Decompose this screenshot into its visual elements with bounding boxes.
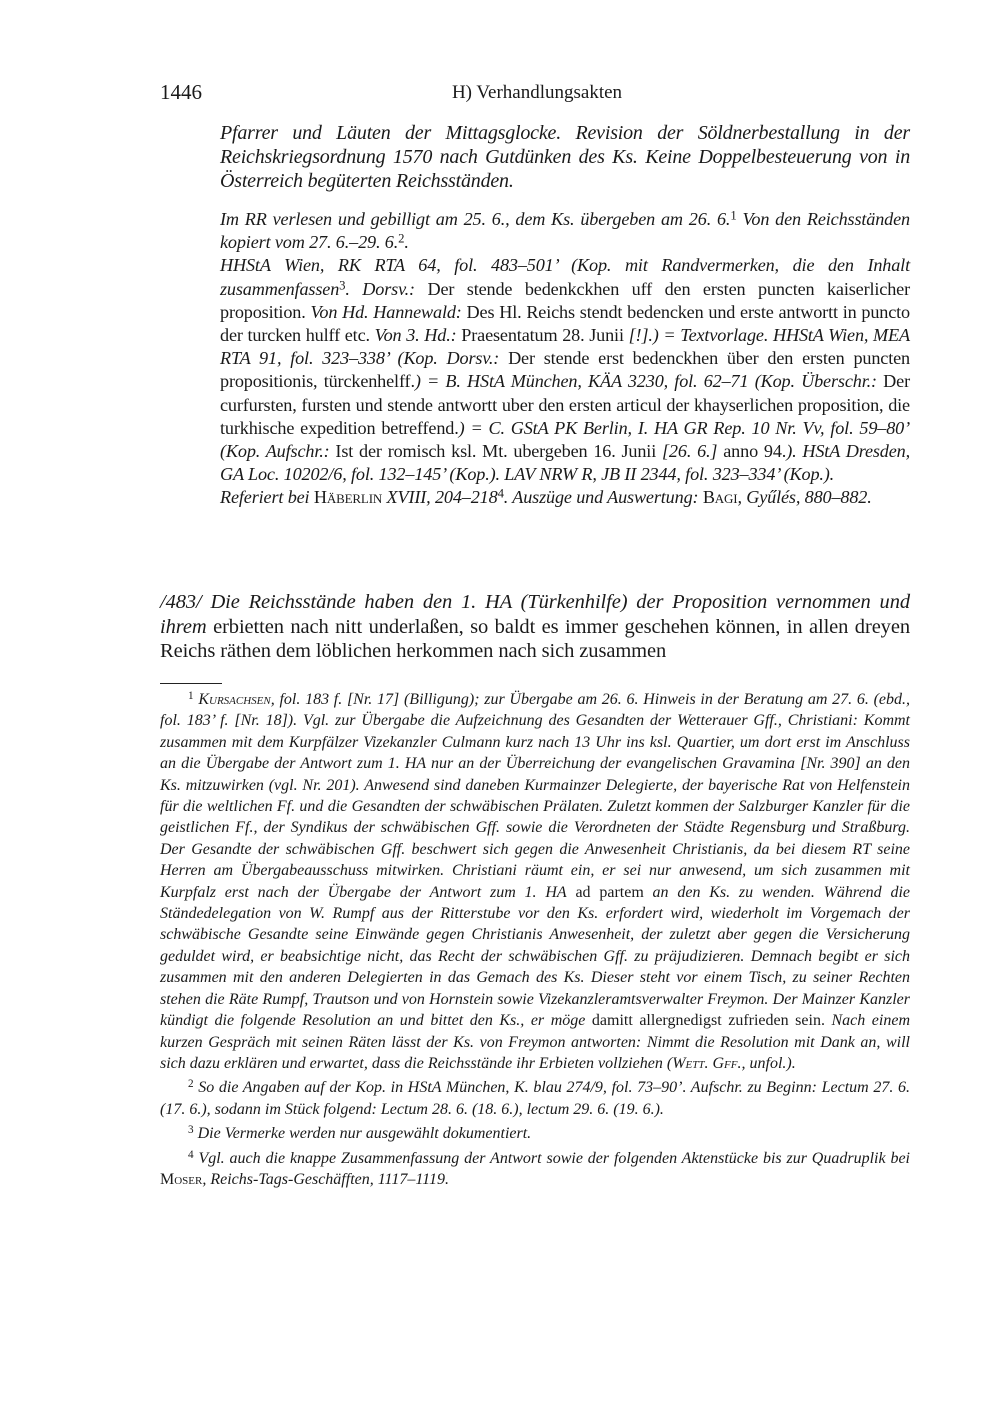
footnote-3 [160, 1123, 910, 1144]
text-run: Des Hl. Reichs stendt bedencken und erste antwortt in puncto der turcken hulff etc. [220, 301, 911, 346]
text-run: /483/ Die Reichsstände haben den 1. HA (Türkenhilfe) der Proposition vernommen und ihrem [160, 591, 910, 638]
source-note-archives [220, 254, 910, 486]
text-run: , unfol.). [741, 1054, 796, 1072]
footnote-2 [160, 1077, 910, 1120]
text-run: erbietten nach nitt underlaßen, so baldt es immer geschehen können, in allen dreyen Reichs räthen dem löblichen herkommen nach sich zusammen [160, 615, 910, 662]
text-run: Moser [160, 1170, 203, 1188]
text-run: So die Angaben auf der Kop. in HStA München, K. blau 274/9, fol. 73–90’. Aufschr. zu Beginn: Lectum 27. 6. (17. 6.), sodann im Stück folgend: Lectum 28. 6. (18. 6.), lectum 29. 6. (19. 6.). [160, 1079, 910, 1118]
text-run: Bagi [702, 487, 738, 508]
text-run: Kursachsen [198, 691, 271, 708]
text-run: [!].) = Textvorlage. HHStA Wien, MEA RTA 91, fol. 323–338’ (Kop. Dorsv.: [220, 325, 910, 369]
source-note-literature [220, 486, 910, 509]
text-run: Häberlin [313, 487, 383, 508]
text-run: , Gyűlés, 880–882. [737, 487, 872, 508]
main-text [160, 590, 910, 664]
footnote-reference: 4 [497, 486, 504, 501]
text-run: [26. 6.] [662, 441, 718, 462]
text-run: Von 3. Hd.: [374, 325, 457, 346]
text-run: Pfarrer und Läuten der Mittagsglocke. Revision der Söldnerbestallung in der Reichskriegsordnung 1570 nach Gutdünken des Ks. Keine Doppelbesteuerung von in Österreich begüterten Reichsständen. [220, 122, 910, 192]
source-notes [220, 208, 910, 510]
footnote-divider [160, 683, 222, 684]
footnotes [160, 689, 910, 1193]
text-run: damitt allergnedigst zufrieden sein. [585, 1012, 825, 1030]
text-run: Von den Reichsständen kopiert vom 27. 6.–29. 6. [220, 209, 910, 253]
footnote-reference: 2 [398, 231, 405, 246]
text-run: Praesentatum 28. Junii [456, 325, 629, 346]
text-run: Der stende bedenkckhen uff den ersten puncten kaiserlicher proposition. [220, 278, 911, 322]
document-summary [220, 121, 910, 193]
text-run: Die Vermerke werden nur ausgewählt dokumentiert. [193, 1125, 532, 1143]
text-run: ) = C. GStA PK Berlin, I. HA GR Rep. 10 Nr. Vv, fol. 59–80’ (Kop. Aufschr.: [220, 417, 910, 462]
text-run: ) = B. HStA München, KÄA 3230, fol. 62–71 (Kop. Überschr.: [414, 371, 877, 392]
text-run: Von Hd. Hannewald: [310, 301, 462, 322]
footnote-reference: 1 [730, 208, 737, 223]
footnote-4 [160, 1148, 910, 1191]
text-run: . Dorsv.: [345, 278, 415, 299]
text-run: Ist der romisch ksl. Mt. ubergeben 16. Junii [329, 441, 662, 462]
footnote-reference: 3 [188, 1124, 194, 1137]
text-run: Nach einem kurzen Gespräch mit seinen Räten lässt der Ks. von Freymon antworten: Nimmt die Resolution mit Dank an, will sich dazu erklären und erwartet, dass die Reichsstände ihr Erbieten vollziehen ( [160, 1012, 910, 1072]
text-run: HHStA Wien, RK RTA 64, fol. 483–501’ (Kop. mit Randvermerken, die den Inhalt zusammenfassen [220, 255, 910, 299]
page-number: 1446 [160, 80, 202, 104]
text-run: Der stende erst bedenckhen über den ersten puncten propositionis, türckenhelff. [220, 348, 910, 392]
text-run: Der curfursten, fursten und stende antwortt uber den ersten articul der khayserlichen proposition, die turkhische expedition betreffend. [220, 371, 910, 438]
text-run: Wett. Gff. [672, 1054, 742, 1072]
text-run: XVIII, 204–218 [382, 487, 498, 508]
footnote-reference: 4 [188, 1148, 194, 1161]
running-head: H) Verhandlungsakten [451, 82, 623, 103]
footnote-reference: 2 [188, 1078, 194, 1091]
footnote-reference: 1 [188, 689, 194, 702]
text-run: ad partem [566, 883, 644, 901]
footnote-1 [160, 689, 910, 1074]
text-run: Referiert bei [220, 487, 314, 508]
text-run: . [404, 232, 409, 253]
source-note-dating [220, 208, 910, 254]
footnote-reference: 3 [339, 277, 346, 292]
text-run: , fol. 183 f. [Nr. 17] (Billigung); zur Übergabe am 26. 6. Hinweis in der Beratung am 27. 6. (ebd., fol. 183’ f. [Nr. 18]). Vgl. zur Übergabe die Aufzeichnung des Gesandten der Wetterauer Gff., Christiani: Kommt zusammen mit dem Kurpfälzer Vizekanzler Culmann kurz nach 13 Uhr ins ksl. Quartier, um dort erst im Anschluss an die Übergabe der Antwort zum 1. HA nur an der Überreichung der evangelischen Gravamina [Nr. 390] an den Ks. mitzuwirken (vgl. Nr. 201). Anwesend sind daneben Kurmainzer Delegierte, der bayerische Rat von Helfenstein für die weltlichen Ff. und die Gesandten der schwäbischen Prälaten. Zuletzt kommen der Salzburger Kanzler für die geistlichen Ff., der Syndikus der schwäbischen Gff. sowie die Verordneten der Städte Regensburg und Straßburg. Der Gesandte der schwäbischen Gff. beschwert sich gegen die Anwesenheit Christianis, da bei diesem RT seine Herren am Übergabeausschuss mitwirken. Christiani räumt ein, er sei nur anwesend, um sich zusammen mit Kurpfalz erst nach der Übergabe der Antwort zum 1. HA [160, 691, 911, 901]
text-run: , Reichs-Tags-Geschäfften, 1117–1119. [202, 1170, 449, 1188]
text-run: anno 94. [717, 441, 787, 462]
text-run: Im RR verlesen und gebilligt am 25. 6., dem Ks. übergeben am 26. 6. [220, 209, 731, 229]
text-run: . Auszüge und Auswertung: [503, 487, 703, 508]
text-run: Vgl. auch die knappe Zusammenfassung der Antwort sowie der folgenden Aktenstücke bis zur Quadruplik bei [193, 1149, 910, 1167]
text-run: ). HStA Dresden, GA Loc. 10202/6, fol. 132–145’ (Kop.). LAV NRW R, JB II 2344, fol. 323–334’ (Kop.). [220, 441, 911, 485]
text-run: an den Ks. zu wenden. Während die Ständedelegation von W. Rumpf aus der Ritterstube vor den Ks. erfordert wird, wiederholt im Vorgemach der schwäbische Gesandte seine Einwände gegen Christianis Anwesenheit, der zuletzt aber gegen die Versicherung geduldet wird, er beabsichtige nicht, das Recht der schwäbischen Gff. zu präjudizieren. Demnach begibt er sich zusammen mit den anderen Delegierten in das Gemach des Ks. Dieser steht vor einem Tisch, zu seiner Rechten stehen die Räte Rumpf, Trautson und von Hornstein sowie Vizekanzleramtsverwalter Freymon. Der Mainzer Kanzler kündigt die folgende Resolution an und bittet den Ks., er möge [160, 883, 910, 1030]
